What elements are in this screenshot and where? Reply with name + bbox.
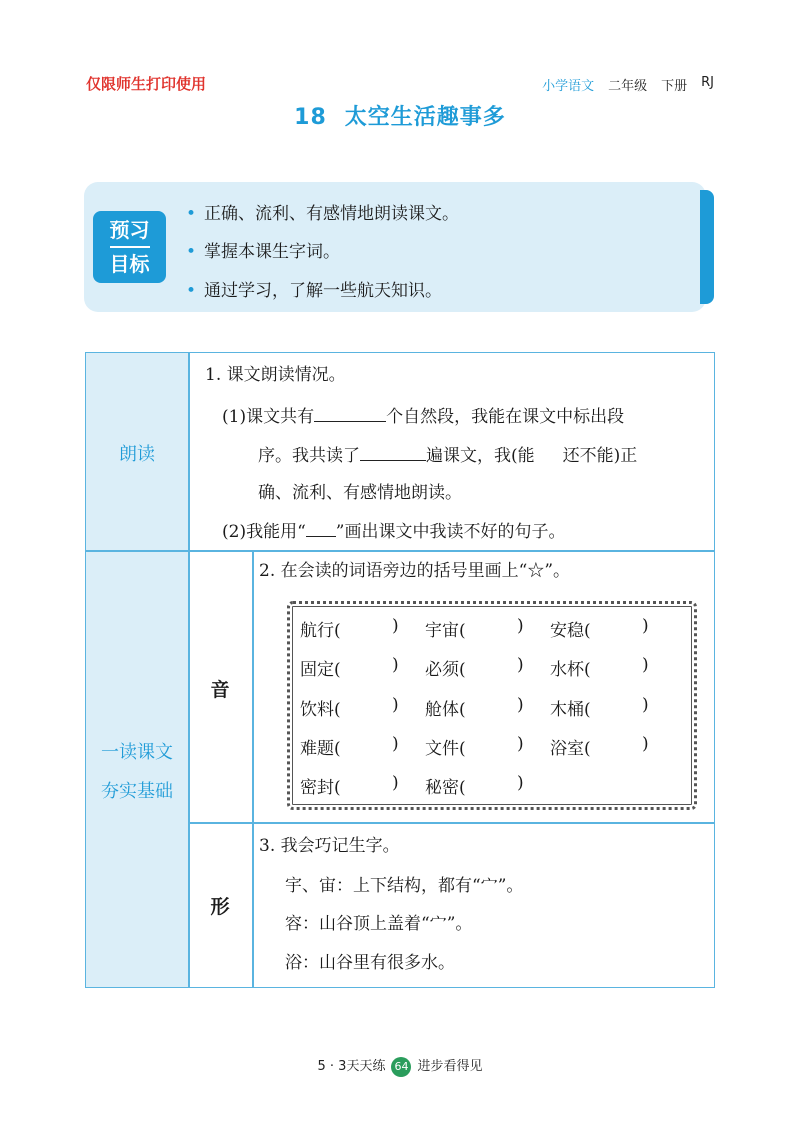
underline-mark-sample [306,520,336,537]
page-number: 64 [391,1057,411,1077]
star-answer-paren[interactable]: ) [517,734,524,754]
question-2-title: 2. 在会读的词语旁边的括号里画上“☆”。 [259,561,571,581]
question-1-2: (2)我能用“ ”画出课文中我读不好的句子。 [222,522,566,542]
answer-blank-times[interactable] [360,444,426,461]
sub-label-shape: 形 [210,896,230,918]
word-item: 饮料( [300,700,341,720]
word-item: 宇宙( [425,621,466,641]
star-answer-paren[interactable]: ) [392,695,399,715]
goals-badge [93,211,166,283]
question-3-title: 3. 我会巧记生字。 [259,836,400,856]
goals-badge-line2: 目标 [110,246,150,277]
word-item: 秘密( [425,778,466,798]
star-answer-paren[interactable]: ) [517,655,524,675]
word-item: 航行( [300,621,341,641]
subject-label: 小学语文 [542,79,595,94]
goal-item: • 正确、流利、有感情地朗读课文。 [186,204,460,224]
sub-label-sound: 音 [210,679,230,701]
page-footer [0,1055,800,1077]
watermark-text: 仅限师生打印使用 [86,75,207,93]
table-divider [252,550,254,988]
word-item: 水杯( [550,660,591,680]
section-label-foundation-2: 夯实基础 [101,781,173,802]
question-1-title: 1. 课文朗读情况。 [205,365,346,385]
word-item: 安稳( [550,621,591,641]
star-answer-paren[interactable]: ) [517,695,524,715]
word-item: 密封( [300,778,341,798]
goal-item: • 通过学习，了解一些航天知识。 [186,281,443,301]
star-answer-paren[interactable]: ) [517,616,524,636]
word-item: 文件( [425,739,466,759]
header-meta [542,75,714,94]
goal-item: • 掌握本课生字词。 [186,242,341,262]
footer-brand: 5 · 3天天练 [317,1059,386,1074]
word-list-box [287,601,697,810]
goals-badge-line1: 预习 [109,218,150,242]
section-label-reading: 朗读 [119,444,155,465]
star-answer-paren[interactable]: ) [642,695,649,715]
star-answer-paren[interactable]: ) [642,616,649,636]
footer-slogan: 进步看得见 [417,1059,483,1074]
table-divider [188,822,715,824]
word-item: 固定( [300,660,341,680]
volume-label: 下册 [661,79,688,94]
question-1-1-line1: (1)课文共有 个自然段，我能在课文中标出段 [222,407,625,427]
question-1-1-line2: 序。我共读了 遍课文，我(能 还不能)正 [258,446,638,466]
word-item: 难题( [300,739,341,759]
star-answer-paren[interactable]: ) [517,773,524,793]
word-item: 木桶( [550,700,591,720]
lesson-number: 18 [294,105,327,130]
word-item: 浴室( [550,739,591,759]
star-answer-paren[interactable]: ) [392,655,399,675]
star-answer-paren[interactable]: ) [642,655,649,675]
edition-label: RJ [701,75,714,90]
answer-blank-paragraphs[interactable] [314,405,386,422]
lesson-title: 太空生活趣事多 [344,105,506,130]
word-item: 必须( [425,660,466,680]
star-answer-paren[interactable]: ) [392,773,399,793]
table-divider [85,550,715,552]
star-answer-paren[interactable]: ) [392,734,399,754]
memory-tip-line: 浴：山谷里有很多水。 [285,953,455,973]
star-answer-paren[interactable]: ) [642,734,649,754]
goals-panel-edge [700,190,714,304]
question-1-1-line3: 确、流利、有感情地朗读。 [258,483,462,503]
section-label-foundation-1: 一读课文 [101,742,173,763]
memory-tip-line: 宇、宙：上下结构，都有“宀”。 [285,876,524,896]
memory-tip-line: 容：山谷顶上盖着“宀”。 [285,914,473,934]
grade-label: 二年级 [608,79,648,94]
word-item: 舱体( [425,700,466,720]
page-title [0,100,800,131]
star-answer-paren[interactable]: ) [392,616,399,636]
